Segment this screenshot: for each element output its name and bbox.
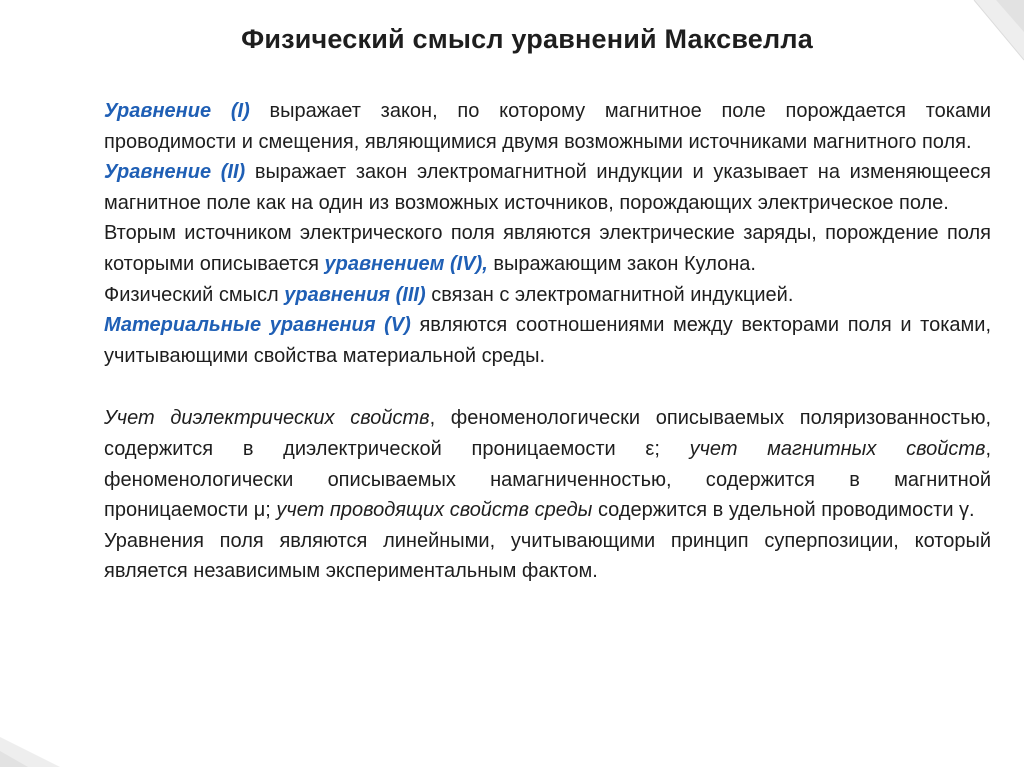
paragraph-text: выражает закон электромагнитной индукции и указывает на изменяющееся магнитное поле как на один из возможных источников, порождающих электрическое поле. (104, 161, 991, 214)
paragraph-material-properties (104, 403, 991, 525)
italic-term: учет проводящих свойств среды (276, 499, 593, 522)
paragraph-equation-4 (104, 218, 991, 279)
paragraph-equation-1 (104, 96, 991, 157)
paragraph-text: , феноменологически описываемых поляризованностью, содержится в диэлектрической проницаемости ε; (104, 407, 992, 460)
paragraph-linearity (104, 526, 991, 587)
paragraph-text: выражающим закон Кулона. (487, 252, 756, 275)
corner-decoration-bottom-left (0, 717, 100, 767)
body-text (104, 96, 991, 587)
paragraph-equation-2 (104, 157, 991, 218)
page-title: Физический смысл уравнений Максвелла (241, 24, 813, 54)
equation-ref: Материальные уравнения (V) (104, 314, 411, 337)
italic-term: учет магнитных свойств (689, 437, 986, 460)
paragraph-text: Физический смысл (104, 283, 285, 306)
paragraph-text: выражает закон, по которому магнитное поле порождается токами проводимости и смещения, являющимися двумя возможными источниками магнитного поля. (104, 100, 991, 153)
paragraph-text: Вторым источником электрического поля являются электрические заряды, порождение поля которыми описывается (104, 222, 991, 275)
paragraph-text: Уравнения поля являются линейными, учитывающими принцип суперпозиции, который является независимым экспериментальным фактом. (104, 529, 991, 583)
italic-term: Учет диэлектрических свойств (104, 407, 430, 430)
equation-ref: Уравнение (I) (104, 100, 250, 122)
paragraph-text: содержится в удельной проводимости γ. (592, 499, 975, 522)
equation-ref: уравнения (III) (284, 283, 426, 306)
paragraph-text: , феноменологически описываемых намагниченностью, содержится в магнитной проницаемости μ; (104, 437, 991, 522)
equation-ref: Уравнение (II) (104, 161, 246, 184)
paragraph-text: связан с электромагнитной индукцией. (425, 283, 794, 306)
paragraph-equation-3 (104, 280, 991, 311)
paragraph-material-equations (104, 310, 991, 371)
paragraph-text: являются соотношениями между векторами поля и токами, учитывающими свойства материальной среды. (104, 314, 991, 367)
equation-ref: уравнением (IV), (324, 252, 488, 275)
